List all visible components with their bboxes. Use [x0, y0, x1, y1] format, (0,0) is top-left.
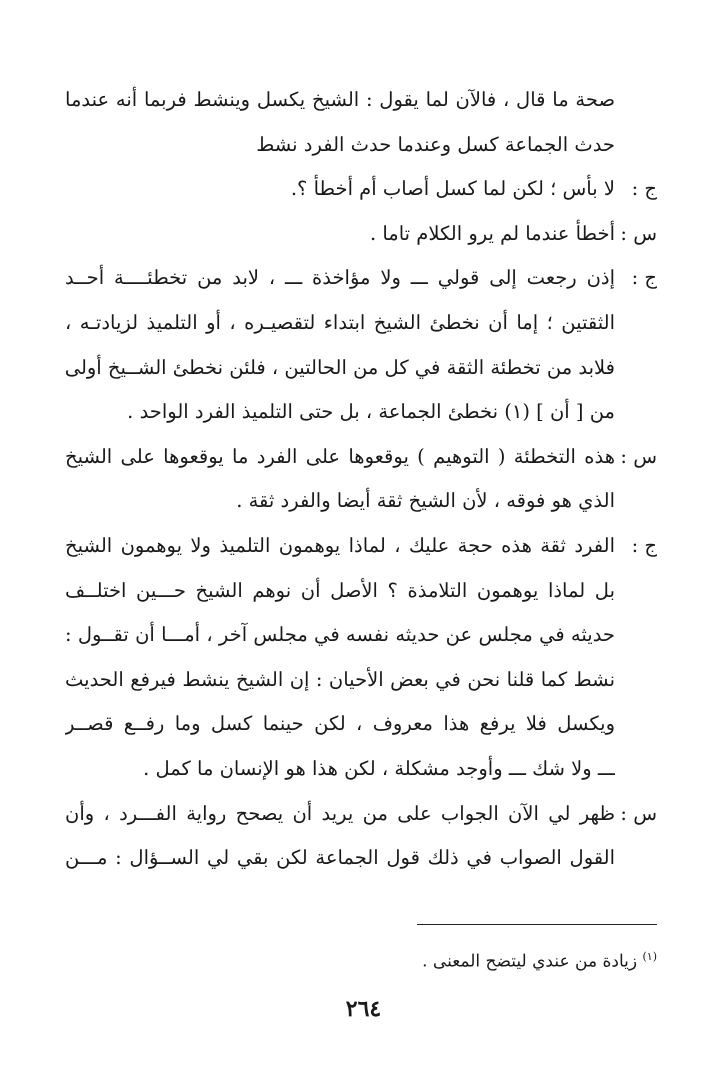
entry-text [65, 256, 615, 434]
footnote-divider [417, 924, 657, 925]
footnote [65, 944, 657, 975]
footnote-marker: (١) [642, 950, 657, 963]
speaker-label: ج : [631, 266, 657, 290]
intro-paragraph [65, 78, 657, 167]
footnote-text: زيادة من عندي ليتضح المعنى . [422, 951, 638, 972]
speaker-label: ج : [631, 533, 657, 557]
text-line: نشط كما قلنا نحن في بعض الأحيان : إن الشيخ ينشط فيرفع الحديث [65, 667, 615, 691]
speaker-label: س : [620, 444, 657, 468]
dialogue-entry [65, 524, 657, 792]
dialogue-entry [65, 792, 657, 881]
text-line: أخطأ عندما لم يرو الكلام تاما . [369, 221, 615, 245]
text-line: ويكسل فلا يرفع هذا معروف ، لكن حينما كسل وما رفــع قصــر [65, 712, 615, 736]
text-line: بل لماذا يوهمون التلامذة ؟ الأصل أن نوهم الشيخ حـــين اختلــف [65, 578, 615, 602]
dialogue-entry [65, 212, 657, 257]
dialogue-entry [65, 167, 657, 212]
page-body [65, 78, 657, 881]
text-line: الفرد ثقة هذه حجة عليك ، لماذا يوهمون التلميذ ولا يوهمون الشيخ [65, 533, 615, 557]
text-line: إذن رجعت إلى قولي ـــ ولا مؤاخذة ـــ ، لابد من تخطئــــة أحــد [65, 266, 615, 290]
entry-text [65, 792, 615, 881]
text-line: فلابد من تخطئة الثقة في كل من الحالتين ، فلئن نخطئ الشــيخ أولى [65, 355, 615, 379]
text-line: من [ أن ] (١) نخطئ الجماعة ، بل حتى التلميذ الفرد الواحد . [127, 400, 615, 424]
text-line: الذي هو فوقه ، لأن الشيخ ثقة أيضا والفرد ثقة . [236, 489, 615, 513]
speaker-label: س : [620, 221, 657, 245]
speaker-label: س : [620, 801, 657, 825]
text-line: حديثه في مجلس عن حديثه نفسه في مجلس آخر ، أمـــا أن تقــول : [65, 623, 615, 647]
entry-text [65, 212, 615, 257]
page-number: ٢٦٤ [345, 996, 382, 1022]
text-line: لا بأس ؛ لكن لما كسل أصاب أم أخطأ ؟. [290, 177, 615, 201]
text-line: حدث الجماعة كسل وعندما حدث الفرد نشط [256, 132, 615, 156]
text-line: ـــ ولا شك ـــ وأوجد مشكلة ، لكن هذا هو الإنسان ما كمل . [143, 756, 615, 780]
entry-text [65, 524, 615, 792]
text-line: ظهر لي الآن الجواب على من يريد أن يصحح رواية الفـــرد ، وأن [65, 801, 615, 825]
entry-text [65, 435, 615, 524]
text-line: القول الصواب في ذلك قول الجماعة لكن بقي لي الســؤال : مـــن [65, 846, 615, 870]
speaker-label: ج : [631, 177, 657, 201]
text-line: صحة ما قال ، فالآن لما يقول : الشيخ يكسل وينشط فربما أنه عندما [65, 88, 615, 111]
entry-text [65, 167, 615, 212]
text-line: الثقتين ؛ إما أن نخطئ الشيخ ابتداء لتقصيـره ، أو التلميذ لزيادتـه ، [65, 310, 615, 334]
dialogue-entry [65, 256, 657, 434]
dialogue-entry [65, 435, 657, 524]
text-line: هذه التخطئة ( التوهيم ) يوقعوها على الفرد ما يوقعوها على الشيخ [65, 444, 615, 468]
